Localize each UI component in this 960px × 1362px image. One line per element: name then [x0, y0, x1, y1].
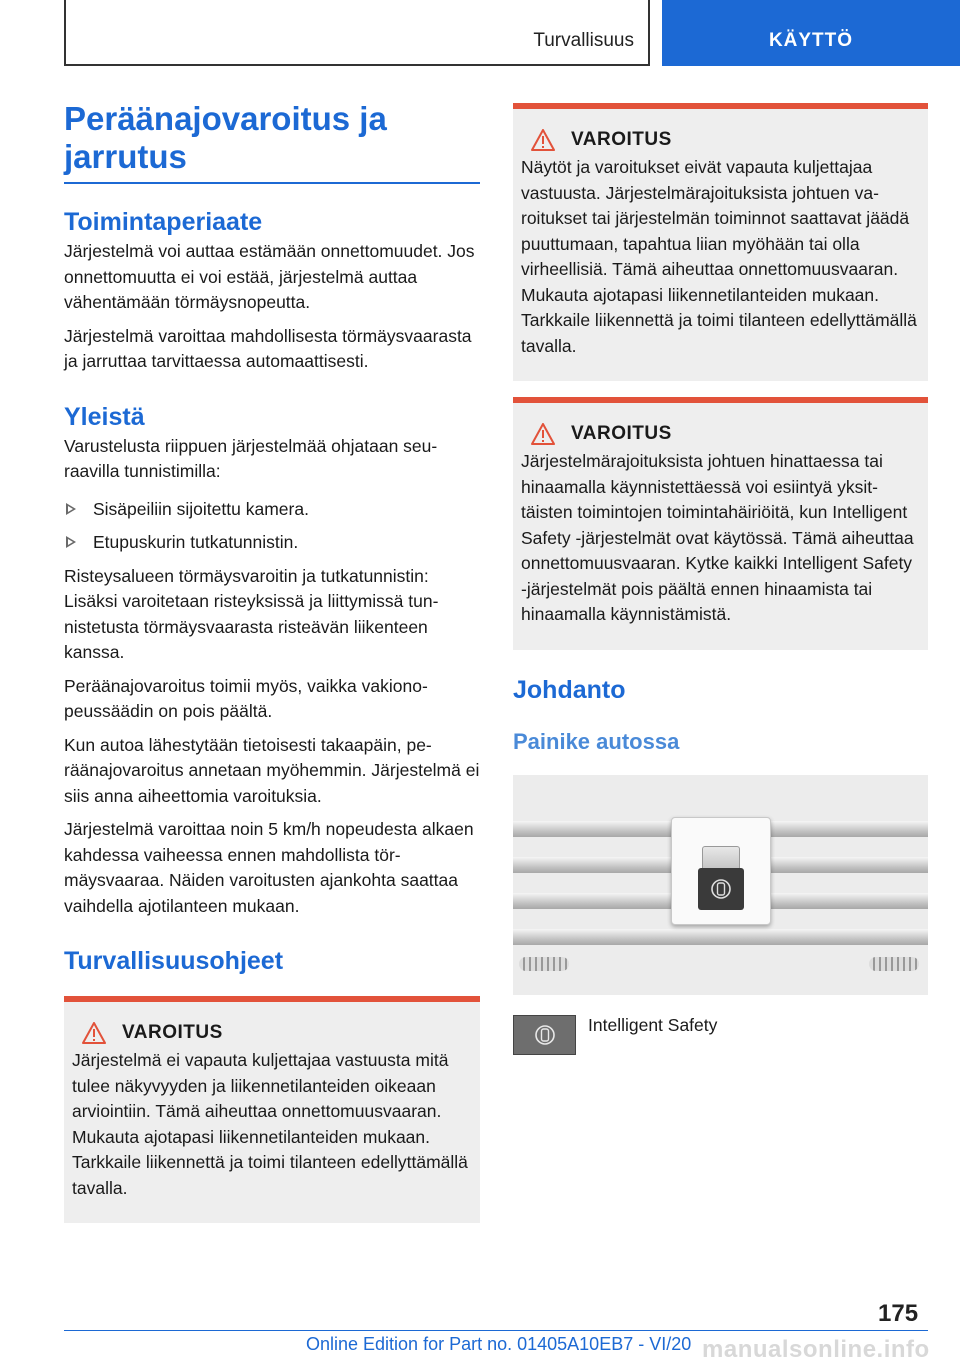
warning-header	[531, 129, 920, 151]
warning-box-1	[513, 103, 928, 381]
heading-general: Yleistä	[64, 402, 145, 431]
heading-button: Painike autossa	[513, 728, 680, 754]
warning-header	[82, 1022, 472, 1044]
warning-label: VAROITUS	[571, 423, 672, 444]
list-item-text: Etupuskurin tutkatunnistin.	[93, 532, 299, 552]
triangle-bullet-icon	[66, 536, 76, 548]
warning-header	[531, 423, 920, 445]
sensor-list	[64, 497, 480, 556]
footer-divider	[64, 1330, 928, 1331]
warning-text: Näytöt ja varoitukset eivät vapauta kuljettajaa vastuusta. Järjestelmärajoituksista johtuen varoitukset tai järjestelmän toiminnot saattavat jäädä puuttumaan, tapahtua liian myöhään tai olla virheellisiä. Tämä aiheuttaa onnettomuusvaaran. Mukauta ajotapasi liikennetilanteiden mukaan. Tarkkaile liikennettä ja toimi tilanteen edellyttämällä tavalla.	[521, 157, 917, 356]
warning-box-2	[513, 397, 928, 650]
button-caption	[513, 1015, 928, 1055]
warning-label: VAROITUS	[122, 1022, 223, 1043]
triangle-bullet-icon	[66, 503, 76, 515]
list-item-text: Sisäpeiliin sijoitettu kamera.	[93, 498, 309, 519]
header-section-box	[64, 0, 650, 66]
list-item	[64, 497, 480, 523]
button-photo	[513, 775, 928, 995]
vent-knob	[869, 957, 919, 971]
switch-upper	[702, 846, 740, 868]
warning-text: Järjestelmä ei vapauta kuljettajaa vastuusta mitä tulee näkyvyyden ja liikennetilanteiden oikeaan arviointiin. Tämä aiheuttaa onnettomuusvaaran. Mukauta ajotapasi liikennetilanteiden mukaan. Tarkkaile liikennettä ja toimi tilanteen edellyttämällä tavalla.	[72, 1050, 468, 1198]
paragraph-6: Kun autoa lähestytään tietoisesti takaapäin, peräänajovaroitus annetaan myöhemmin. Järjestelmä ei siis anna aiheettomia varoituksia.	[64, 734, 480, 806]
paragraph-4: Risteysalueen törmäysvaroitin ja tutkatunnistin: Lisäksi varoitetaan risteyksissä ja liittymissä tunnistetusta törmäysvaarasta risteävän liikenteen kanssa.	[64, 565, 439, 662]
warning-label: VAROITUS	[571, 129, 672, 150]
warning-box	[64, 996, 480, 1223]
header-chapter-tab	[662, 0, 960, 66]
warning-text: Järjestelmärajoituksista johtuen hinattaessa tai hinaamalla käynnistettäessä voi esiintyä yksittäisten toimintojen toimintahäiriöitä, kun Intelligent Safety -järjestelmät ovat käytössä. Tämä aiheuttaa onnettomuusvaaran. Kytke kaikki Intelligent Safety -järjestelmät pois päältä ennen hinaamista tai hinaamalla käynnistämistä.	[521, 451, 914, 624]
list-item	[64, 530, 480, 556]
heading-intro: Johdanto	[513, 675, 626, 704]
page-title-line-2: jarrutus	[64, 138, 187, 175]
warning-triangle-icon	[531, 423, 555, 445]
paragraph-7: Järjestelmä varoittaa noin 5 km/h nopeudesta alkaen kahdessa vaiheessa ennen mahdollista törmäysvaaraa. Näiden varoitusten ajankohta saattaa vaihdella ajotilanteen mukaan.	[64, 819, 474, 916]
warning-triangle-icon	[531, 129, 555, 151]
vent-knob	[519, 957, 569, 971]
intelligent-safety-button	[698, 868, 744, 910]
watermark: manualsonline.info	[702, 1336, 930, 1362]
page-title	[64, 100, 480, 184]
paragraph-1: Järjestelmä voi auttaa estämään onnettomuudet. Jos onnettomuutta ei voi estää, järjestelmä auttaa vähentämään törmäysnopeutta.	[64, 241, 475, 312]
intelligent-safety-icon	[513, 1015, 576, 1055]
heading-safety: Turvallisuusohjeet	[64, 947, 284, 975]
page-title-line-1: Peräänajovaroitus ja	[64, 100, 387, 137]
warning-triangle-icon	[82, 1022, 106, 1044]
paragraph-2: Järjestelmä varoittaa mahdollisesta törmäysvaarasta ja jarruttaa tarvittaessa automaattisesti.	[64, 325, 472, 371]
heading-principle: Toimintaperiaate	[64, 208, 263, 236]
paragraph-5: Peräänajovaroitus toimii myös, vaikka vakionopeussäädin on pois päältä.	[64, 675, 428, 721]
header-section-title: Turvallisuus	[533, 30, 634, 51]
left-column	[64, 100, 480, 1223]
footer-edition: Online Edition for Part no. 01405A10EB7 - VI/20	[306, 1334, 692, 1354]
right-column	[513, 103, 928, 1055]
page-number: 175	[878, 1300, 919, 1327]
header-chapter-label: KÄYTTÖ	[768, 30, 854, 51]
caption-text: Intelligent Safety	[588, 1014, 718, 1035]
switch-plate	[671, 817, 771, 925]
intelligent-safety-icon	[698, 868, 744, 910]
paragraph-3: Varustelusta riippuen järjestelmää ohjataan seuraavilla tunnistimilla:	[64, 435, 438, 481]
vent-slat	[513, 929, 928, 945]
